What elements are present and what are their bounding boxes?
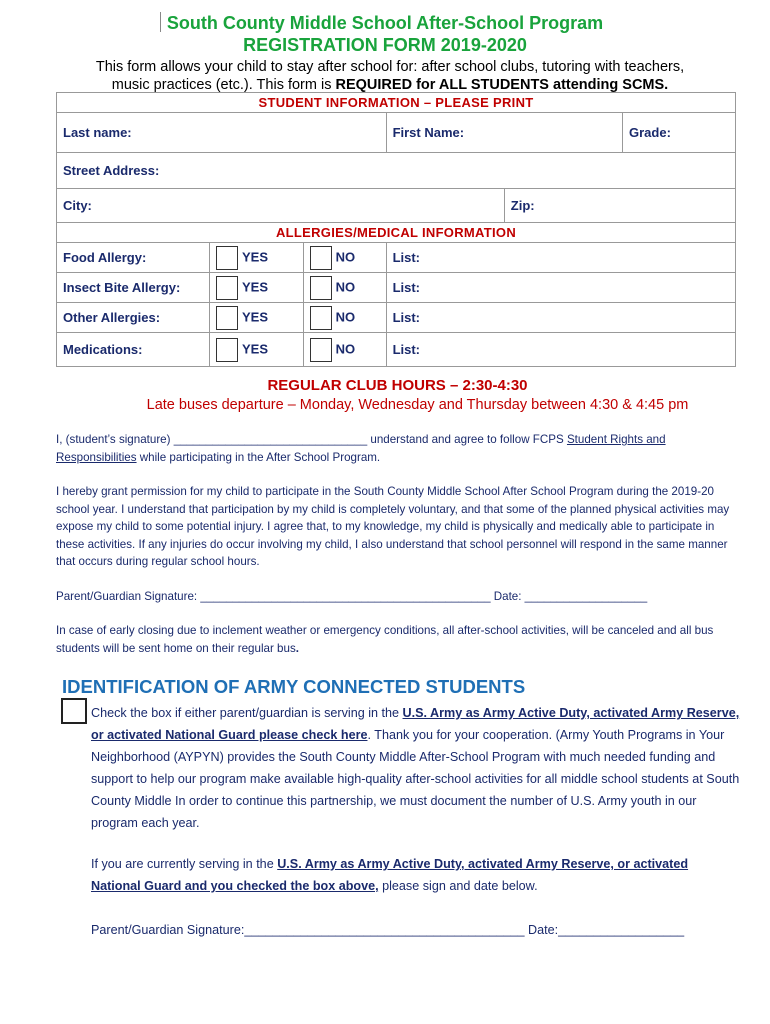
yes-checkbox[interactable] xyxy=(216,338,238,362)
closing-notice: In case of early closing due to inclement weather or emergency conditions, all after-school activities, will be canceled and all bus students will be sent home on their regular bus. xyxy=(56,624,714,655)
last-name-field[interactable]: Last name: xyxy=(57,113,387,153)
medical-heading: ALLERGIES/MEDICAL INFORMATION xyxy=(57,223,736,243)
form-subtitle: REGISTRATION FORM 2019-2020 xyxy=(243,35,527,55)
form-title: South County Middle School After-School Program xyxy=(166,13,604,33)
no-label: NO xyxy=(335,340,356,356)
row-label: Medications: xyxy=(57,333,210,367)
student-info-heading: STUDENT INFORMATION – PLEASE PRINT xyxy=(57,93,736,113)
allergy-row-food xyxy=(57,243,736,273)
club-hours-title: REGULAR CLUB HOURS – 2:30-4:30 xyxy=(267,377,528,394)
yes-label: YES xyxy=(242,340,269,356)
student-rights-link[interactable]: Student Rights and Responsibilities xyxy=(56,433,666,464)
list-field[interactable]: List: xyxy=(386,303,735,333)
parent-permission-text: I hereby grant permission for my child to participate in the South County Middle School After School Program during the 2019-20 school year. I understand that participation by my child is completely voluntary, and that some of the planned physical activities may expose my child to some potential injury. I agree that, to my knowledge, my child is physically and medically able to participate in these activities. If any injuries do occur involving my child, I also understand that school personnel will respond in the same manner that occurs during regular school hours. xyxy=(56,485,730,568)
parent-signature-line[interactable]: Parent/Guardian Signature: _____________________________________________ Date: ___________________ xyxy=(56,590,648,603)
no-label: NO xyxy=(335,248,356,264)
row-label: Other Allergies: xyxy=(57,303,210,333)
first-name-field[interactable]: First Name: xyxy=(386,113,622,153)
army-explanation: Check the box if either parent/guardian is serving in the U.S. Army as Army Active Duty, activated Army Reserve, or activated National Guard please check here. Thank you for your cooperation. (Army Youth Programs in Your Neighborhood (AYPYN) provides the South County Middle After-School Program with much needed funding and support to help our program make available high-quality after-school activities for all middle school students at South County Middle In order to continue this partnership, we must document the number of U.S. Army youth in our program each year. xyxy=(91,706,740,830)
registration-table xyxy=(56,92,736,367)
allergy-row-other xyxy=(57,303,736,333)
no-checkbox[interactable] xyxy=(310,276,332,300)
no-checkbox[interactable] xyxy=(310,338,332,362)
army-signature-line[interactable]: Parent/Guardian Signature:________________________________________ Date:__________________ xyxy=(91,923,685,937)
no-label: NO xyxy=(335,308,356,324)
army-checkbox[interactable] xyxy=(61,698,87,724)
army-instructions: If you are currently serving in the U.S. Army as Army Active Duty, activated Army Reserve, or activated National Guard and you checked the box above, please sign and date below. xyxy=(91,857,689,893)
late-bus-note: Late buses departure – Monday, Wednesday and Thursday between 4:30 & 4:45 pm xyxy=(146,397,689,413)
city-field[interactable]: City: xyxy=(57,189,505,223)
no-label: NO xyxy=(335,278,356,294)
no-checkbox[interactable] xyxy=(310,306,332,330)
no-checkbox[interactable] xyxy=(310,246,332,270)
allergy-row-medications xyxy=(57,333,736,367)
street-address-field[interactable]: Street Address: xyxy=(57,153,736,189)
student-agreement: I, (student’s signature) ______________________________ understand and agree to follow FCPS Student Rights and Responsibilities while participating in the After School Program. xyxy=(56,433,666,464)
intro-line-1: This form allows your child to stay after school for: after school clubs, tutoring with teachers, xyxy=(95,59,685,75)
allergy-row-insect xyxy=(57,273,736,303)
grade-field[interactable]: Grade: xyxy=(623,113,736,153)
yes-checkbox[interactable] xyxy=(216,246,238,270)
army-section-heading: IDENTIFICATION OF ARMY CONNECTED STUDENTS xyxy=(62,676,526,697)
yes-label: YES xyxy=(242,248,269,264)
yes-checkbox[interactable] xyxy=(216,306,238,330)
yes-checkbox[interactable] xyxy=(216,276,238,300)
list-field[interactable]: List: xyxy=(386,333,735,367)
intro-line-2: music practices (etc.). This form is REQUIRED for ALL STUDENTS attending SCMS. xyxy=(111,77,669,93)
list-field[interactable]: List: xyxy=(386,243,735,273)
row-label: Insect Bite Allergy: xyxy=(57,273,210,303)
yes-label: YES xyxy=(242,308,269,324)
row-label: Food Allergy: xyxy=(57,243,210,273)
yes-label: YES xyxy=(242,278,269,294)
zip-field[interactable]: Zip: xyxy=(504,189,735,223)
list-field[interactable]: List: xyxy=(386,273,735,303)
